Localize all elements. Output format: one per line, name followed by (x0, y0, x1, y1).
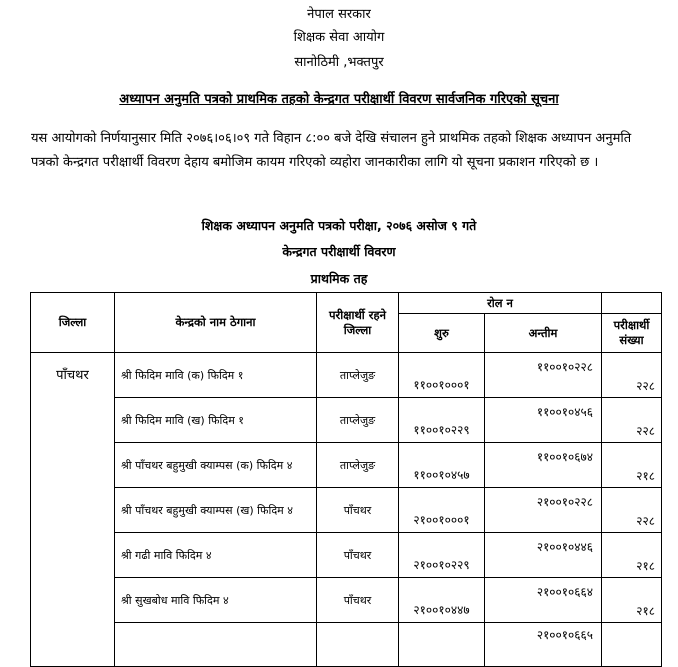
center-name (115, 623, 317, 667)
header-start: शुरु (399, 314, 485, 353)
header-roll-no: रोल न (399, 293, 602, 314)
table-row (31, 353, 662, 398)
residing-district: ताप्लेजुङ (317, 398, 399, 443)
level-title: प्राथमिक तह (310, 271, 368, 286)
center-name: श्री पाँचथर बहुमुखी क्याम्पस (ख) फिदिम ४ (115, 488, 317, 533)
residing-district: ताप्लेजुङ (317, 443, 399, 488)
header-line-2: शिक्षक सेवा आयोग (293, 30, 385, 45)
center-name: श्री सुखबोध मावि फिदिम ४ (115, 578, 317, 623)
roll-end: २१००१०६६४ (485, 578, 602, 623)
exam-title: शिक्षक अध्यापन अनुमति पत्रको परीक्षा, २०७६ असोज ९ गते (201, 218, 477, 233)
header-blank (602, 293, 662, 314)
header-line-1: नेपाल सरकार (307, 7, 371, 22)
district-cell: पाँचथर (31, 353, 115, 667)
roll-start: ११००१०००१ (399, 353, 485, 398)
header-end: अन्तीम (485, 314, 602, 353)
candidate-count: २१८ (602, 578, 662, 623)
residing-district: पाँचथर (317, 533, 399, 578)
residing-district: पाँचथर (317, 488, 399, 533)
table-row (31, 488, 662, 533)
roll-start: ११००१०२२९ (399, 398, 485, 443)
notice-title: अध्यापन अनुमति पत्रको प्राथमिक तहको केन्द्रगत परीक्षार्थी विवरण सार्वजनिक गरिएको सूचना (119, 92, 559, 107)
roll-start: ११००१०४५७ (399, 443, 485, 488)
roll-start: २१००१०२२९ (399, 533, 485, 578)
center-name: श्री फिदिम मावि (ख) फिदिम १ (115, 398, 317, 443)
notice-body: यस आयोगको निर्णयानुसार मिति २०७६।०६।०९ गते विहान ८:०० बजे देखि संचालन हुने प्राथमिक तहको शिक्षक अध्यापन अनुमति पत्रको केन्द्रगत परीक्षार्थी विवरण देहाय बमोजिम कायम गरिएको व्यहोरा जानकारीका लागि यो सूचना प्रकाशन गरिएको छ । (31, 131, 632, 170)
roll-end: ११००१०२२८ (485, 353, 602, 398)
residing-district: पाँचथर (317, 578, 399, 623)
table-row (31, 533, 662, 578)
roll-start: २१००१०००१ (399, 488, 485, 533)
candidate-count: २२८ (602, 488, 662, 533)
candidate-count: २२८ (602, 398, 662, 443)
candidate-count: २१८ (602, 443, 662, 488)
residing-district (317, 623, 399, 667)
candidate-count: २२८ (602, 353, 662, 398)
roll-end-partial: २१००१०६६५ (485, 623, 602, 667)
center-table (30, 292, 662, 667)
table-row-partial (31, 623, 662, 667)
roll-start: २१००१०४४७ (399, 578, 485, 623)
roll-end: २१००१०४४६ (485, 533, 602, 578)
table-row (31, 578, 662, 623)
header-count: परीक्षार्थी संख्या (602, 314, 662, 353)
residing-district: ताप्लेजुङ (317, 353, 399, 398)
candidate-count (602, 623, 662, 667)
table-row (31, 398, 662, 443)
header-line-3: सानोठिमी ,भक्तपुर (294, 55, 384, 70)
center-name: श्री गढी मावि फिदिम ४ (115, 533, 317, 578)
header-residing-district: परीक्षार्थी रहने जिल्ला (317, 293, 399, 353)
header-center: केन्द्रको नाम ठेगाना (115, 293, 317, 353)
center-name: श्री पाँचथर बहुमुखी क्याम्पस (क) फिदिम ४ (115, 443, 317, 488)
header-district: जिल्ला (31, 293, 115, 353)
roll-end: ११००१०४५६ (485, 398, 602, 443)
roll-start (399, 623, 485, 667)
center-name: श्री फिदिम मावि (क) फिदिम १ (115, 353, 317, 398)
candidate-count: २१८ (602, 533, 662, 578)
sub-title: केन्द्रगत परीक्षार्थी विवरण (282, 244, 396, 259)
roll-end: ११००१०६७४ (485, 443, 602, 488)
roll-end: २१००१०२२८ (485, 488, 602, 533)
table-row (31, 443, 662, 488)
